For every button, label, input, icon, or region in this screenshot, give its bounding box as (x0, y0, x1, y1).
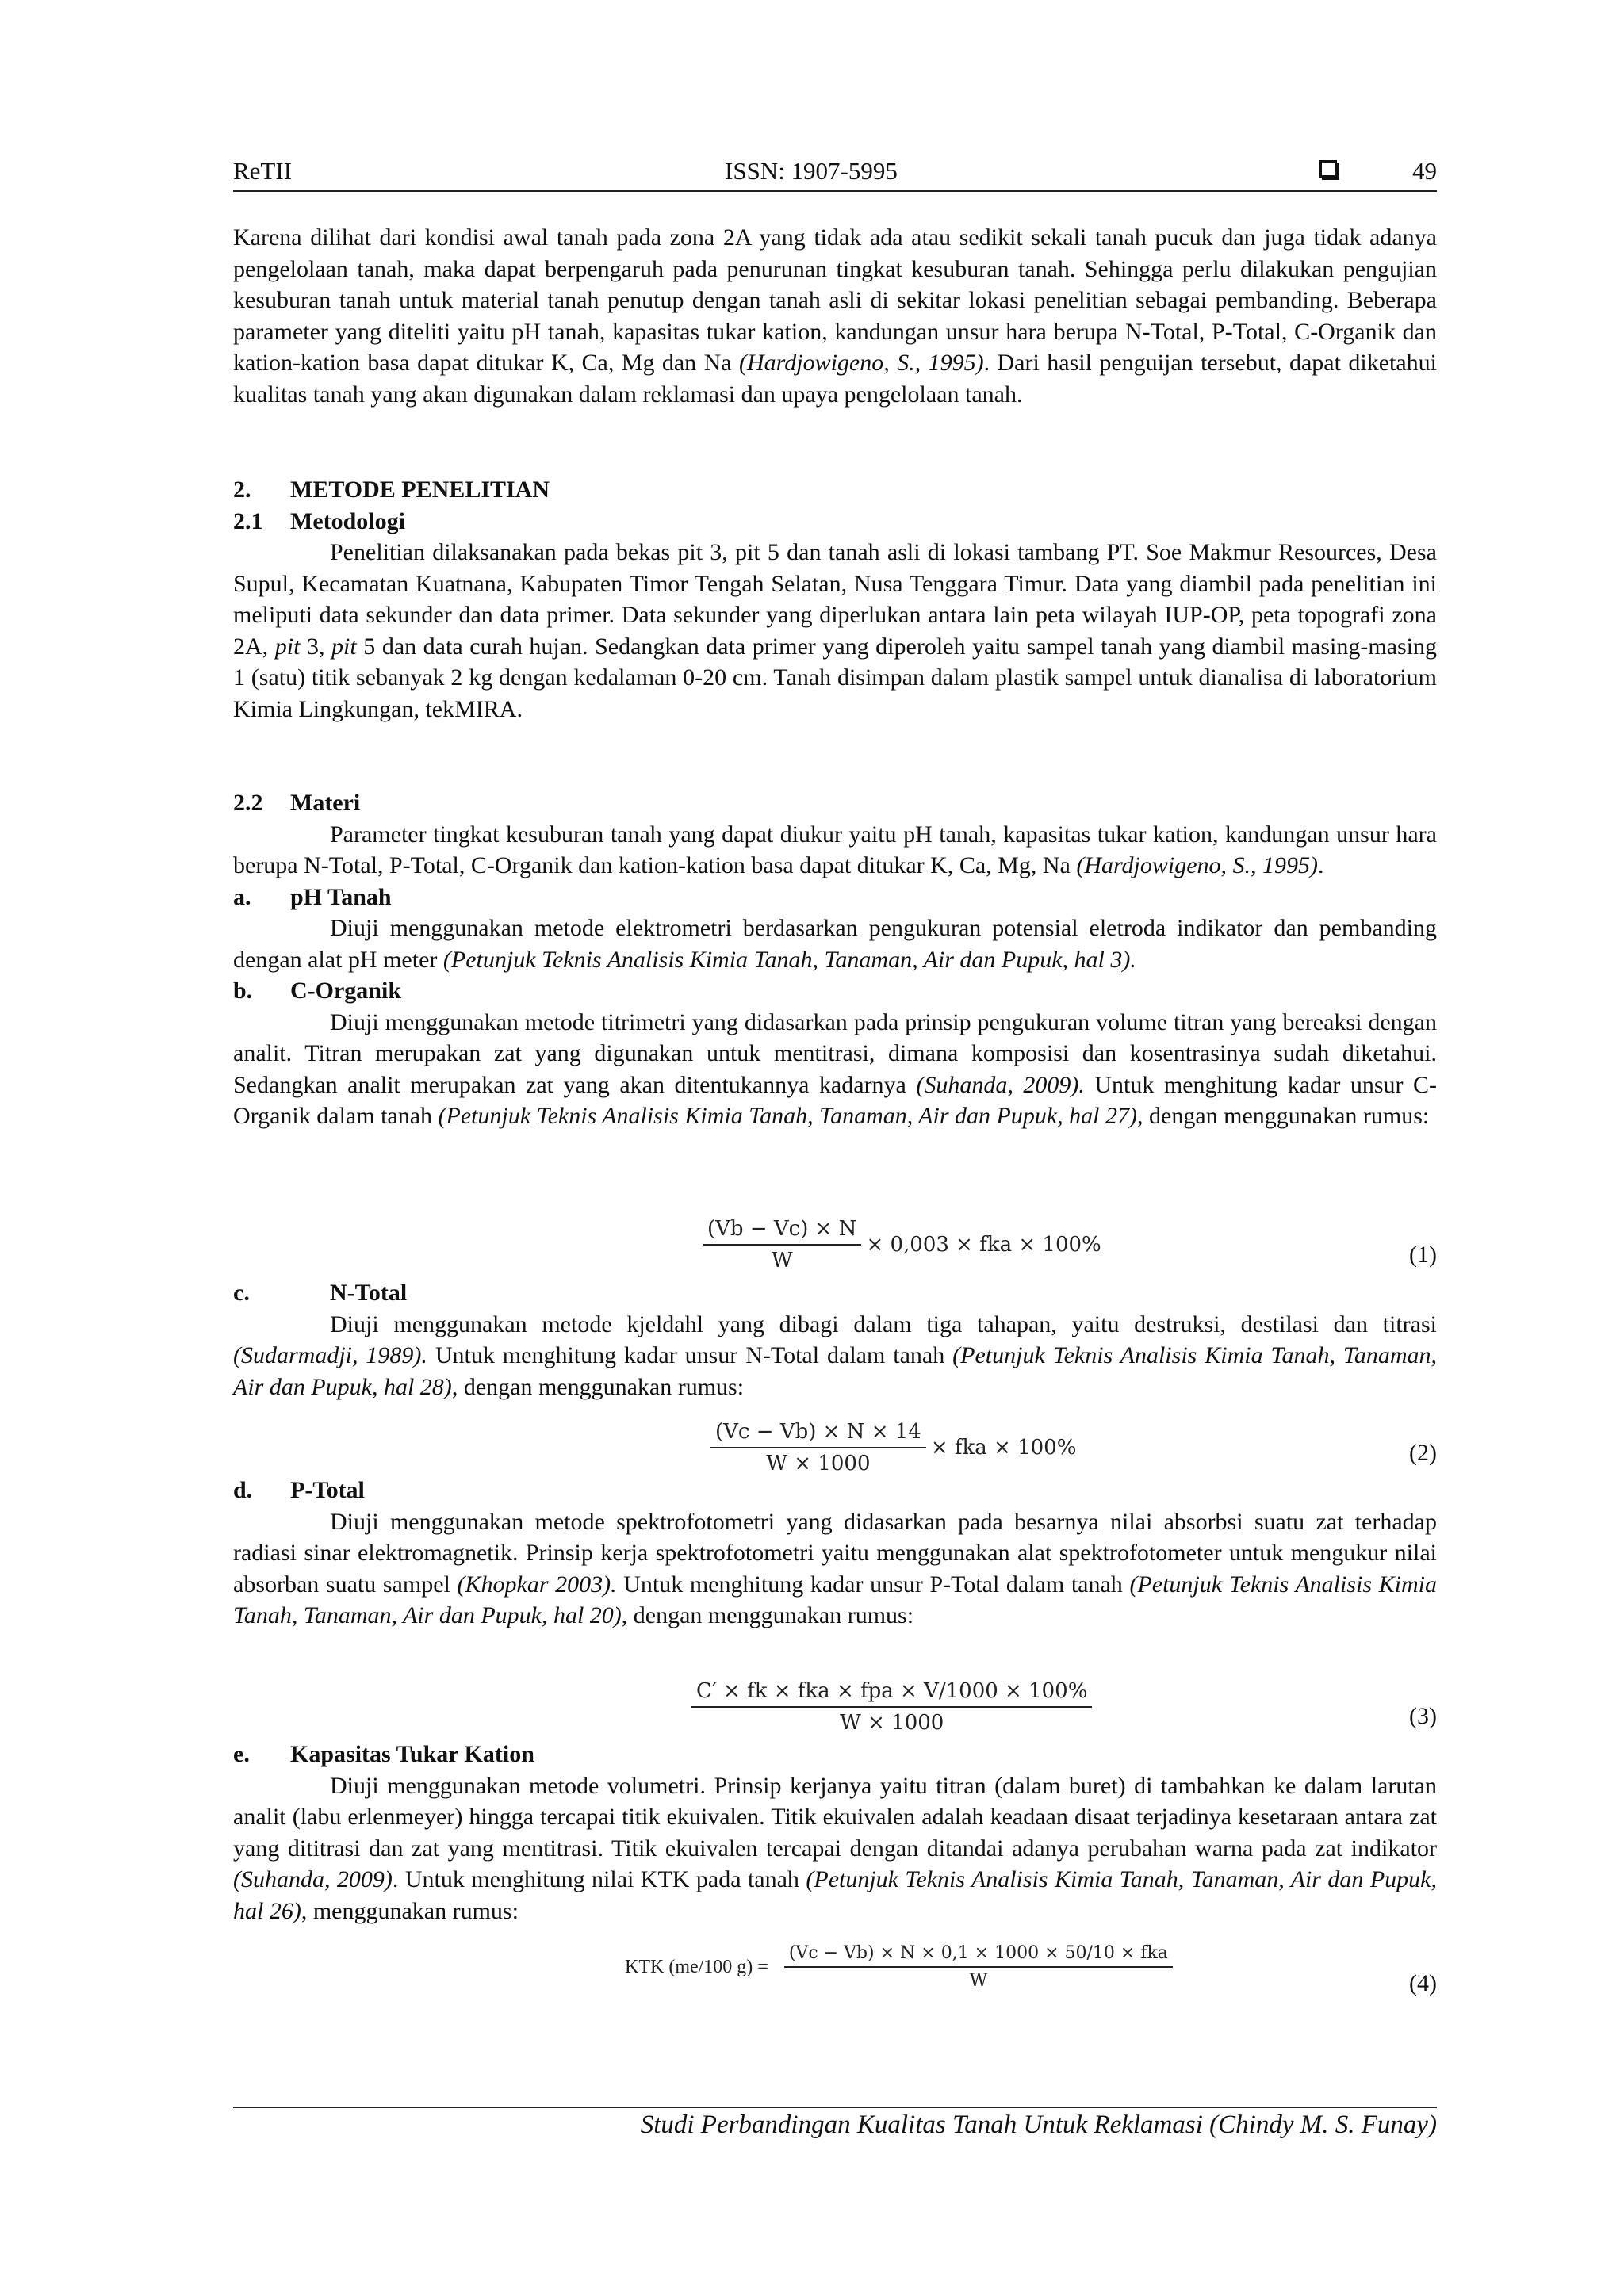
item-a-heading: a. pH Tanah (233, 883, 392, 910)
footer-rule (233, 2107, 1437, 2108)
citation: (Hardjowigeno, S., 1995) (739, 350, 984, 376)
section-heading: 2. METODE PENELITIAN (233, 476, 550, 503)
c-organik-paragraph: Diuji menggunakan metode titrimetri yang didasarkan pada prinsip pengukuran volume titran yang bereaksi dengan analit. Titran merupakan zat yang digunakan untuk mentitrasi, dimana komposisi dan kosentrasinya sudah diketahui. Sedangkan analit merupakan zat yang akan ditentukannya kadarnya (Suhanda, 2009). Untuk menghitung kadar unsur C-Organik dalam tanah (Petunjuk Teknis Analisis Kimia Tanah, Tanaman, Air dan Pupuk, hal 27), dengan menggunakan rumus: (233, 1008, 1438, 1129)
page-number: 49 (1412, 157, 1437, 185)
section-2 (233, 474, 1437, 725)
ktk-paragraph: Diuji menggunakan metode volumetri. Prinsip kerjanya yaitu titran (dalam buret) di tambahkan ke dalam larutan analit (labu erlenmeyer) hingga tercapai titik ekuivalen. Titik ekuivalen adalah keadaan disaat terjadinya kesetaraan antara zat yang dititrasi dan zat yang mentitrasi. Titik ekuivalen tercapai dengan ditandai adanya perubahan warna pada zat indikator (Suhanda, 2009). Untuk menghitung nilai KTK pada tanah (Petunjuk Teknis Analisis Kimia Tanah, Tanaman, Air dan Pupuk, hal 26), menggunakan rumus: (233, 1772, 1437, 1924)
running-footer: Studi Perbandingan Kualitas Tanah Untuk Reklamasi (Chindy M. S. Funay) (640, 2110, 1437, 2139)
item-d (233, 1475, 1437, 1632)
ph-paragraph: Diuji menggunakan metode elektrometri berdasarkan pengukuran potensial eletroda indikator dan pembanding dengan alat pH meter (Petunjuk Teknis Analisis Kimia Tanah, Tanaman, Air dan Pupuk, hal 3). (233, 915, 1437, 973)
item-d-heading: d. P-Total (233, 1477, 365, 1503)
item-b-heading: b. C-Organik (233, 978, 402, 1004)
checkbox-square-icon (1320, 160, 1337, 178)
intro-paragraph: Karena dilihat dari kondisi awal tanah pada zona 2A yang tidak ada atau sedikit sekali tanah pucuk dan juga tidak adanya pengelolaan tanah, maka dapat berpengaruh pada penurunan tingkat kesuburan tanah. Sehingga perlu dilakukan pengujian kesuburan tanah untuk material tanah penutup dengan tanah asli di sekitar lokasi penelitian sebagai pembanding. Beberapa parameter yang diteliti yaitu pH tanah, kapasitas tukar kation, kandungan unsur hara berupa N-Total, P-Total, C-Organik dan kation-kation basa dapat ditukar K, Ca, Mg dan Na (Hardjowigeno, S., 1995). Dari hasil penguijan tersebut, dapat diketahui kualitas tanah yang akan digunakan dalam reklamasi dan upaya pengelolaan tanah. (233, 224, 1437, 408)
materi-paragraph: Parameter tingkat kesuburan tanah yang dapat diukur yaitu pH tanah, kapasitas tukar kation, kandungan unsur hara berupa N-Total, P-Total, C-Organik dan kation-kation basa dapat ditukar K, Ca, Mg, Na (Hardjowigeno, S., 1995). (233, 821, 1437, 878)
item-e-heading: e. Kapasitas Tukar Kation (233, 1741, 534, 1767)
subsection-heading-2-1: 2.1 Metodologi (233, 507, 405, 534)
equation-1: $\frac{(Vb - Vc) \times N}{W}$ × 0,003 × fka × 100% (703, 1217, 1101, 1272)
subsection-heading-2-2: 2.2 Materi (233, 790, 361, 816)
running-header (233, 155, 1437, 192)
item-c (233, 1277, 1437, 1402)
issn: ISSN: 1907-5995 (725, 157, 898, 185)
section-2-2 (233, 787, 1437, 1132)
n-total-paragraph: Diuji menggunakan metode kjeldahl yang dibagi dalam tiga tahapan, yaitu destruksi, destilasi dan titrasi (Sudarmadji, 1989). Untuk menghitung kadar unsur N-Total dalam tanah (Petunjuk Teknis Analisis Kimia Tanah, Tanaman, Air dan Pupuk, hal 28), dengan menggunakan rumus: (233, 1311, 1437, 1400)
equation-3-label: (3) (1409, 1703, 1437, 1729)
item-e (233, 1739, 1437, 1927)
journal-name: ReTII (233, 157, 293, 185)
equation-2-label: (2) (1409, 1440, 1437, 1466)
equation-1-label: (1) (1409, 1242, 1437, 1268)
item-c-heading: c. N-Total (233, 1280, 408, 1306)
equation-2: $\frac{(Vc - Vb) \times N \times 14}{W \times 1000}$ × fka × 100% (710, 1420, 1076, 1475)
p-total-paragraph: Diuji menggunakan metode spektrofotometri yang didasarkan pada besarnya nilai absorbsi suatu zat terhadap radiasi sinar elektromagnetik. Prinsip kerja spektrofotometri yaitu menggunakan alat spektrofotometer untuk mengukur nilai absorban suatu sampel (Khopkar 2003). Untuk menghitung kadar unsur P-Total dalam tanah (Petunjuk Teknis Analisis Kimia Tanah, Tanaman, Air dan Pupuk, hal 20), dengan menggunakan rumus: (233, 1508, 1438, 1628)
equation-4-label: (4) (1409, 1970, 1437, 1996)
equation-3: $\frac{\text{C′ × fk × fka × fpa × V/1000 × 100\%}}{W \times 1000}$ (691, 1679, 1092, 1735)
metodologi-paragraph: Penelitian dilaksanakan pada bekas pit 3, pit 5 dan tanah asli di lokasi tambang PT. Soe Makmur Resources, Desa Supul, Kecamatan Kuatnana, Kabupaten Timor Tengah Selatan, Nusa Tenggara Timur. Data yang diambil pada penelitian ini meliputi data sekunder dan data primer. Data sekunder yang diperlukan antara lain peta wilayah IUP-OP, peta topografi zona 2A, pit 3, pit 5 dan data curah hujan. Sedangkan data primer yang diperoleh yaitu sampel tanah yang diambil masing-masing 1 (satu) titik sebanyak 2 kg dengan kedalaman 0-20 cm. Tanah disimpan dalam plastik sampel untuk dianalisa di laboratorium Kimia Lingkungan, tekMIRA. (233, 539, 1438, 722)
equation-4: KTK (me/100 g) = $\frac{\text{(Vc − Vb) × N × 0,1 × 1000 × 50/10 × fka}}{W}$ (625, 1943, 1173, 1991)
